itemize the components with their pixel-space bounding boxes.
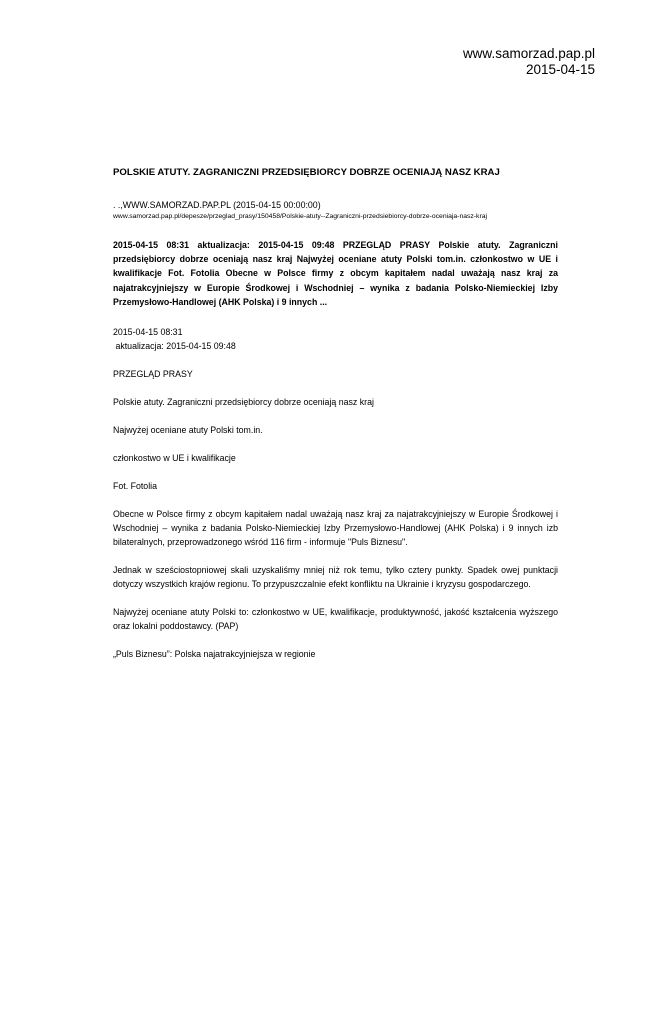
article-source: . .,WWW.SAMORZAD.PAP.PL (2015-04-15 00:00:00) [113, 200, 321, 210]
header-site: www.samorzad.pap.pl [462, 46, 595, 61]
article-title: POLSKIE ATUTY. ZAGRANICZNI PRZEDSIĘBIORCY DOBRZE OCENIAJĄ NASZ KRAJ [113, 167, 500, 178]
article-paragraph: Obecne w Polsce firmy z obcym kapitałem nadal uważają nasz kraj za najatrakcyjniejszy w Europie Środkowej i Wschodniej – wynika z badania Polsko-Niemieckiej Izby Przemysłowo-Handlowej (AHK Polska) i 9 innych izb bilateralnych, przeprowadzonego wśród 116 firm - informuje "Puls Biznesu". [113, 509, 558, 548]
page-header [463, 46, 595, 78]
article-paragraph: Jednak w sześciostopniowej skali uzyskaliśmy mniej niż rok temu, tylko cztery punkty. Spadek owej punktacji dotyczy wszystkich krajów regionu. To przypuszczalnie efekt konfliktu na Ukrainie i kryzysu gospodarczego. [113, 565, 558, 590]
header-date: 2015-04-15 [525, 62, 595, 77]
article-dates [113, 325, 558, 353]
related-article: „Puls Biznesu”: Polska najatrakcyjniejsza w regionie [113, 649, 316, 660]
date-updated: aktualizacja: 2015-04-15 09:48 [113, 341, 236, 352]
photo-credit: Fot. Fotolia [113, 481, 158, 492]
article-lead: 2015-04-15 08:31 aktualizacja: 2015-04-15 09:48 PRZEGLĄD PRASY Polskie atuty. Zagraniczni przedsiębiorcy dobrze oceniają nasz kraj Najwyżej oceniane atuty Polski tom.in. członkostwo w UE i kwalifikacje Fot. Fotolia Obecne w Polsce firmy z obcym kapitałem nadal uważają nasz kraj za najatrakcyjniejszy w Europie Środkowej i Wschodniej – wynika z badania Polsko-Niemieckiej Izby Przemysłowo-Handlowej (AHK Polska) i 9 innych ... [113, 240, 558, 307]
article-url: www.samorzad.pap.pl/depesze/przeglad_prasy/150458/Polskie-atuty--Zagraniczni-przedsiebiorcy-dobrze-oceniaja-nasz-kraj [113, 213, 488, 220]
article-section: PRZEGLĄD PRASY [113, 369, 193, 380]
article-headline: Polskie atuty. Zagraniczni przedsiębiorcy dobrze oceniają nasz kraj [113, 397, 374, 408]
date-published: 2015-04-15 08:31 [113, 327, 183, 338]
article-paragraph: Najwyżej oceniane atuty Polski to: członkostwo w UE, kwalifikacje, produktywność, jakość kształcenia wyższego oraz lokalni poddostawcy. (PAP) [113, 607, 558, 632]
article-caption: członkostwo w UE i kwalifikacje [113, 453, 236, 464]
article [113, 166, 558, 661]
article-subhead: Najwyżej oceniane atuty Polski tom.in. [113, 425, 263, 436]
